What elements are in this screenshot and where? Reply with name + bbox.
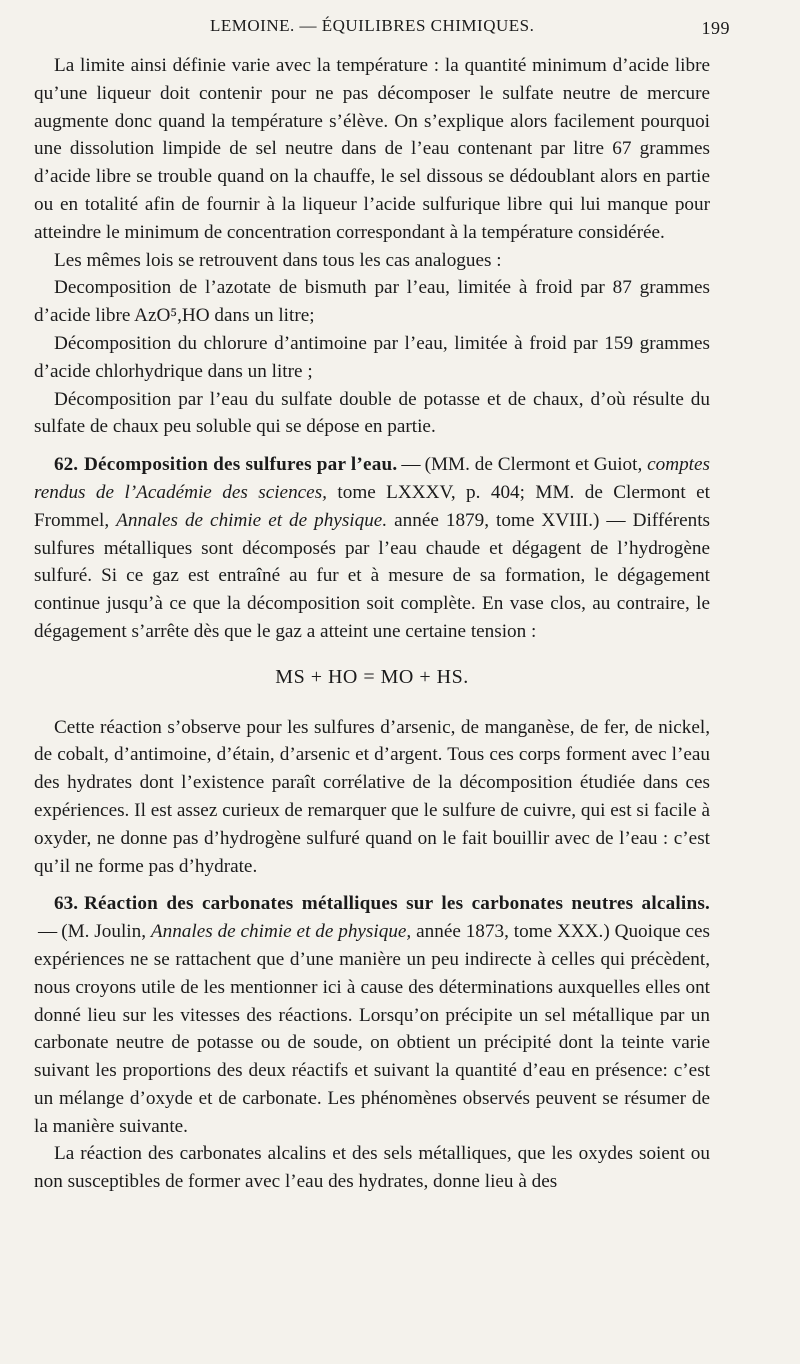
running-header <box>0 12 800 38</box>
page-body <box>34 52 710 1196</box>
paragraph-antimony: Décomposition du chlorure d’antimoine par l’eau, limitée à froid par 159 grammes d’acide chlorhydrique dans un litre ; <box>34 332 710 382</box>
equation: MS + HO = MO + HS. <box>275 665 469 688</box>
paragraph-bismuth: Decomposition de l’azotate de bismuth par l’eau, limitée à froid par 87 grammes d’acide libre AzO⁵,HO dans un litre; <box>34 277 710 327</box>
section-62 <box>34 451 710 646</box>
section-62-citation-2: Annales de chimie et de physique. <box>116 509 388 531</box>
paragraph-temperature-limit: La limite ainsi définie varie avec la température : la quantité minimum d’acide libre qu’une liqueur doit contenir pour ne pas décomposer le sulfate neutre de mercure augmente donc quand la température s’élève. On s’explique alors facilement pourquoi une dissolution limpide de sel neutre dans de l’eau contenant par litre 67 grammes d’acide libre se trouble quand on la chauffe, le sel dissous se dédoublant alors en partie ou en totalité afin de fournir à la liqueur l’acide sulfurique libre qui lui manque pour atteindre le minimum de concentration correspondant à la température considérée. <box>34 55 710 243</box>
section-62-text-1: (MM. de Clermont et Guiot, <box>424 454 643 476</box>
section-62-heading: Décomposition des sulfures par l’eau. <box>83 454 398 476</box>
section-63-heading: Réaction des carbonates métalliques sur les carbonates neutres alcalins. <box>83 893 710 915</box>
section-62-text-2: tome LXXXV, p. 404; MM. de Clermont et Frommel, <box>34 481 710 531</box>
section-63 <box>34 890 710 1140</box>
section-62-dash: — <box>401 454 421 476</box>
paragraph-analogous-cases: Les mêmes lois se retrouvent dans tous les cas analogues : <box>54 249 502 271</box>
section-62-citation-1: comptes rendus de l’Académie des sciences, <box>34 454 710 503</box>
section-63-dash: — <box>38 921 58 943</box>
paragraph-carbonates-reaction: La réaction des carbonates alcalins et des sels métalliques, que les oxydes soient ou non susceptibles de former avec l’eau des hydrates, donne lieu à des <box>34 1143 710 1193</box>
section-63-text-1: (M. Joulin, <box>61 921 147 943</box>
paragraph-sulfides-hydrates: Cette réaction s’observe pour les sulfures d’arsenic, de manganèse, de fer, de nickel, de cobalt, d’antimoine, d’étain, d’arsenic et d’argent. Tous ces corps forment avec l’eau des hydrates dont l’existence paraît corrélative de la décomposition étudiée dans ces expériences. Il est assez curieux de remarquer que le sulfure de cuivre, qui est si facile à oxyder, ne donne pas d’hydrogène sulfuré quand on le fait bouillir avec de l’eau : c’est qu’il ne forme pas d’hydrate. <box>34 716 710 877</box>
section-63-text-2: année 1873, tome XXX.) Quoique ces expériences ne se rattachent que d’une manière un peu indirecte à celles qui précèdent, nous croyons utile de les mentionner ici à cause des déterminations auxquelles elles ont donné lieu sur les vitesses des réactions. Lorsqu’on précipite un sel métallique par un carbonate neutre de potasse ou de soude, on obtient un précipité dont la teinte varie suivant les proportions des deux réactifs et suivant la quantité d’eau en présence: c’est un mélange d’oxyde et de carbonate. Les phénomènes observés peuvent se résumer de la manière suivante. <box>34 921 711 1137</box>
paragraph-double-sulfate: Décomposition par l’eau du sulfate double de potasse et de chaux, d’où résulte du sulfate de chaux peu soluble qui se dépose en partie. <box>34 388 710 438</box>
running-title: LEMOINE. — ÉQUILIBRES CHIMIQUES. <box>210 16 535 35</box>
section-63-citation-1: Annales de chimie et de physique, <box>150 921 412 943</box>
section-63-number: 63. <box>54 893 78 915</box>
section-62-text-3: année 1879, tome XVIII.) — Différents sulfures métalliques sont décomposés par l’eau chaude et dégagent de l’hydrogène sulfuré. Si ce gaz est entraîné au fur et à mesure de sa formation, le dégagement continue jusqu’à ce que la décomposition soit complète. En vase clos, au contraire, le dégagement s’arrête dès que le gaz a atteint une certaine tension : <box>34 509 711 642</box>
page-number: 199 <box>701 18 730 38</box>
section-62-number: 62. <box>54 454 78 476</box>
